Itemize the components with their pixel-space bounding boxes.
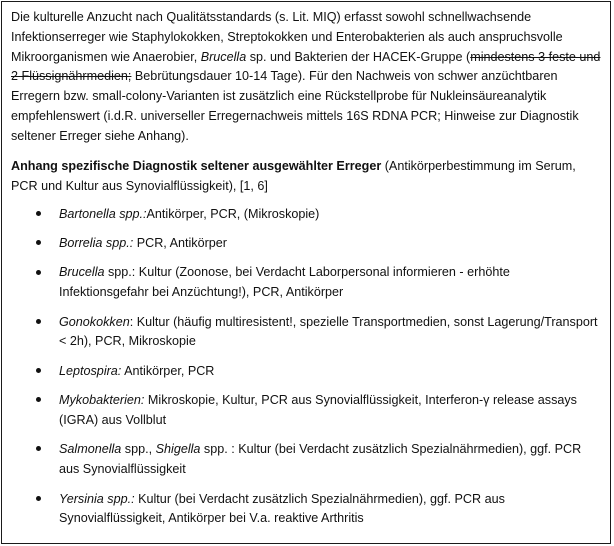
document-panel xyxy=(1,1,611,544)
pathogen-name: Salmonella xyxy=(59,442,122,457)
pathogen-name: Borrelia spp.: xyxy=(59,235,134,250)
pathogen-connector: spp., xyxy=(121,442,156,457)
bullet-icon xyxy=(35,234,41,254)
intro-text-part-2: sp. und Bakterien der HACEK-Gruppe ( xyxy=(246,49,471,64)
pathogen-methods: Mikroskopie, Kultur, PCR aus Synovialflüssigkeit, Interferon-γ release assays (IGRA) aus Vollblut xyxy=(59,393,577,427)
list-item-borrelia xyxy=(11,234,602,254)
pathogen-methods: PCR, Antikörper xyxy=(133,235,227,250)
annex-heading-subtitle: (Antikörperbestimmung im Serum, PCR und Kultur aus Synovialflüssigkeit), [1, 6] xyxy=(11,158,576,193)
pathogen-methods: Kultur (bei Verdacht zusätzlich Spezialnährmedien), ggf. PCR aus Synovialflüssigkeit, Antikörper bei V.a. reaktive Arthritis xyxy=(59,491,505,526)
bullet-icon xyxy=(35,440,41,460)
pathogen-name: Gonokokken xyxy=(59,314,130,329)
list-item-bartonella xyxy=(11,205,602,225)
intro-struck-text: mindestens 3 feste und 2 Flüssignährmedien; xyxy=(11,49,601,84)
intro-brucella-term: Brucella xyxy=(200,49,247,64)
list-item-brucella xyxy=(11,263,602,303)
pathogen-name: Brucella xyxy=(59,265,105,280)
list-item-salmonella-shigella xyxy=(11,440,602,480)
list-item-leptospira xyxy=(11,362,602,382)
intro-text-part-3: Bebrütungsdauer 10-14 Tage). Für den Nachweis von schwer anzüchtbaren Erregern bzw. small-colony-Varianten ist zusätzlich eine Rückstellprobe für Nukleinsäureanalytik empfehlenswert (i.d.R. universeller Erregernachweis mittels 16S RDNA PCR; Hinweise zur Diagnostik seltener Erreger siehe Anhang). xyxy=(11,69,579,143)
bullet-icon xyxy=(35,263,41,283)
pathogen-name: Yersinia spp.: xyxy=(59,491,135,506)
pathogen-methods: Antikörper, PCR, (Mikroskopie) xyxy=(146,206,320,221)
pathogen-name: Bartonella spp.: xyxy=(59,206,147,221)
pathogen-name: Leptospira: xyxy=(59,363,122,378)
list-item-mykobakterien xyxy=(11,391,602,431)
pathogen-name: Mykobakterien: xyxy=(59,393,145,408)
list-item-gonokokken xyxy=(11,313,602,353)
pathogen-methods: Antikörper, PCR xyxy=(121,363,215,378)
bullet-icon xyxy=(35,313,41,333)
annex-heading-title: Anhang spezifische Diagnostik seltener ausgewählter Erreger xyxy=(11,158,382,173)
bullet-icon xyxy=(35,391,41,411)
pathogen-methods: spp. : Kultur (bei Verdacht zusätzlich Spezialnährmedien), ggf. PCR aus Synovialflüssigkeit xyxy=(59,442,582,477)
list-item-yersinia xyxy=(11,490,602,530)
pathogen-methods: spp.: Kultur (Zoonose, bei Verdacht Laborpersonal informieren - erhöhte Infektionsgefahr bei Anzüchtung!), PCR, Antikörper xyxy=(59,265,510,300)
pathogen-name-secondary: Shigella xyxy=(155,442,201,457)
intro-text-part-1: Die kulturelle Anzucht nach Qualitätsstandards (s. Lit. MIQ) erfasst sowohl schnellwachsende Infektionserreger wie Staphylokokken, Streptokokken und Enterobakterien als auch anspruchsvolle Mikroorganismen wie Anaerobier, xyxy=(11,10,563,64)
pathogen-list xyxy=(11,205,602,530)
intro-paragraph xyxy=(11,8,602,147)
bullet-icon xyxy=(35,362,41,382)
pathogen-methods: : Kultur (häufig multiresistent!, spezielle Transportmedien, sonst Lagerung/Transport < 2h), PCR, Mikroskopie xyxy=(59,314,598,349)
bullet-icon xyxy=(35,205,41,225)
annex-heading xyxy=(11,156,602,196)
bullet-icon xyxy=(35,490,41,510)
